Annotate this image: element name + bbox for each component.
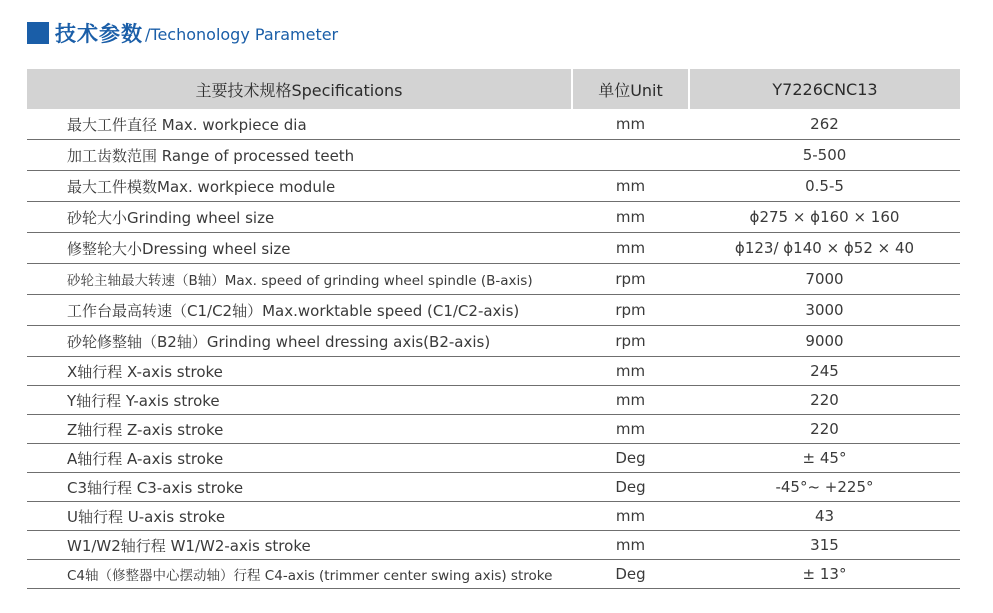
table-row (27, 233, 960, 264)
spec-unit: Deg (572, 444, 689, 473)
spec-unit (572, 140, 689, 171)
spec-table (27, 69, 960, 589)
column-header-unit: 单位Unit (572, 69, 689, 109)
spec-name: 修整轮大小Dressing wheel size (27, 233, 572, 264)
spec-unit: mm (572, 233, 689, 264)
table-row (27, 295, 960, 326)
spec-name: 最大工件模数Max. workpiece module (27, 171, 572, 202)
spec-value: -45°~ +225° (689, 473, 960, 502)
spec-unit: mm (572, 415, 689, 444)
spec-unit: mm (572, 502, 689, 531)
table-row (27, 560, 960, 589)
spec-name: 砂轮主轴最大转速（B轴）Max. speed of grinding wheel spindle (B-axis) (27, 264, 572, 295)
spec-value: 220 (689, 415, 960, 444)
spec-name: 最大工件直径 Max. workpiece dia (27, 109, 572, 140)
spec-name: U轴行程 U-axis stroke (27, 502, 572, 531)
table-row (27, 415, 960, 444)
spec-value: ϕ275 × ϕ160 × 160 (689, 202, 960, 233)
spec-value: ϕ123/ ϕ140 × ϕ52 × 40 (689, 233, 960, 264)
table-row (27, 140, 960, 171)
spec-value: 220 (689, 386, 960, 415)
column-header-model: Y7226CNC13 (689, 69, 960, 109)
spec-unit: rpm (572, 295, 689, 326)
table-header-row (27, 69, 960, 109)
spec-unit: mm (572, 531, 689, 560)
table-row (27, 109, 960, 140)
spec-value: 0.5-5 (689, 171, 960, 202)
spec-name: Y轴行程 Y-axis stroke (27, 386, 572, 415)
spec-unit: mm (572, 357, 689, 386)
spec-name: A轴行程 A-axis stroke (27, 444, 572, 473)
spec-unit: mm (572, 109, 689, 140)
spec-value: ± 45° (689, 444, 960, 473)
spec-value: 315 (689, 531, 960, 560)
spec-unit: mm (572, 386, 689, 415)
spec-name: X轴行程 X-axis stroke (27, 357, 572, 386)
spec-value: 43 (689, 502, 960, 531)
spec-value: 3000 (689, 295, 960, 326)
spec-name: C3轴行程 C3-axis stroke (27, 473, 572, 502)
spec-name: C4轴（修整器中心摆动轴）行程 C4-axis (trimmer center swing axis) stroke (27, 560, 572, 589)
table-row (27, 444, 960, 473)
spec-unit: mm (572, 202, 689, 233)
table-row (27, 202, 960, 233)
spec-value: 7000 (689, 264, 960, 295)
spec-value: 245 (689, 357, 960, 386)
spec-name: 砂轮修整轴（B2轴）Grinding wheel dressing axis(B2-axis) (27, 326, 572, 357)
title-english: /Techonology Parameter (145, 25, 339, 44)
spec-name: Z轴行程 Z-axis stroke (27, 415, 572, 444)
spec-unit: mm (572, 171, 689, 202)
spec-unit: rpm (572, 264, 689, 295)
spec-unit: Deg (572, 560, 689, 589)
spec-name: 加工齿数范围 Range of processed teeth (27, 140, 572, 171)
spec-unit: Deg (572, 473, 689, 502)
spec-value: 262 (689, 109, 960, 140)
spec-value: 5-500 (689, 140, 960, 171)
table-row (27, 326, 960, 357)
table-row (27, 171, 960, 202)
spec-name: 工作台最高转速（C1/C2轴）Max.worktable speed (C1/C2-axis) (27, 295, 572, 326)
section-title (27, 18, 338, 48)
spec-value: ± 13° (689, 560, 960, 589)
spec-name: W1/W2轴行程 W1/W2-axis stroke (27, 531, 572, 560)
table-row (27, 386, 960, 415)
table-row (27, 473, 960, 502)
title-chinese: 技术参数 (55, 22, 143, 46)
title-square-icon (27, 22, 49, 44)
spec-value: 9000 (689, 326, 960, 357)
spec-unit: rpm (572, 326, 689, 357)
table-row (27, 264, 960, 295)
table-row (27, 502, 960, 531)
table-row (27, 357, 960, 386)
table-row (27, 531, 960, 560)
column-header-specifications: 主要技术规格Specifications (27, 69, 572, 109)
spec-name: 砂轮大小Grinding wheel size (27, 202, 572, 233)
